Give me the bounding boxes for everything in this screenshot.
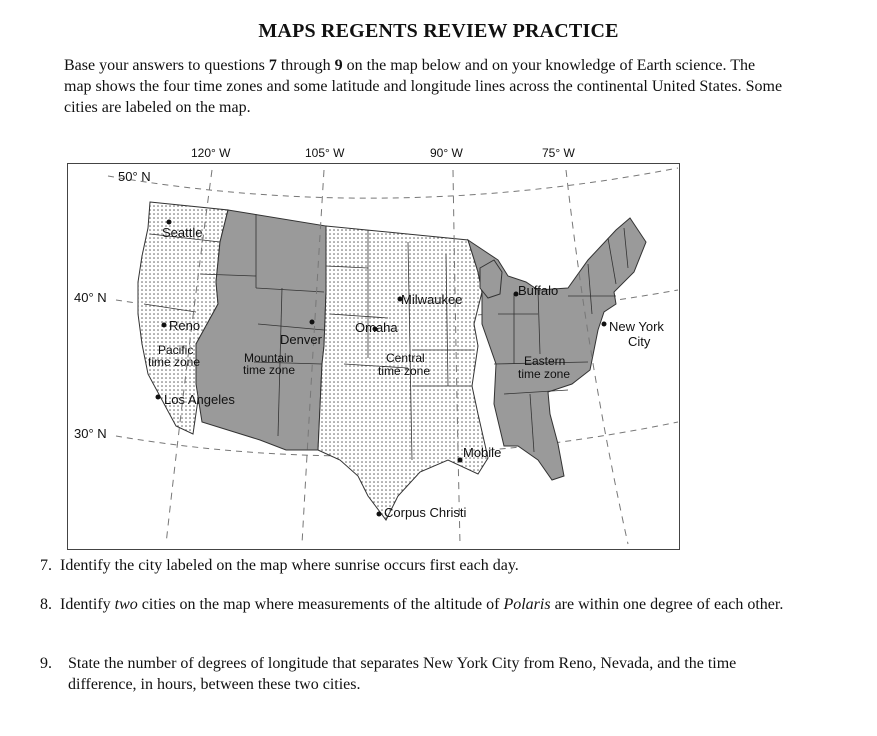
city-corpus-christi: Corpus Christi xyxy=(384,505,467,520)
city-seattle: Seattle xyxy=(162,225,203,240)
question-8-number: 8. xyxy=(40,596,52,613)
intro-text-3: on the map below and on your knowledge of Earth science. The map shows the four time zones and some latitude and longitude lines across the continental United States. Some cities are labeled on the map. xyxy=(64,57,783,116)
central-zone-label-2: time zone xyxy=(378,364,431,378)
question-9-text: State the number of degrees of longitude that separates New York City from Reno, Nevada, and the time difference, in hours, between these two cities. xyxy=(68,655,737,693)
question-7-number: 7. xyxy=(40,557,52,574)
longitude-label-75: 75° W xyxy=(542,146,575,160)
pacific-zone-label-2: time zone xyxy=(148,355,201,369)
mountain-zone-label-1: Mountain xyxy=(244,351,294,365)
city-reno: Reno xyxy=(169,318,201,333)
intro-q-end: 9 xyxy=(334,57,343,74)
latitude-label-30: 30° N xyxy=(74,426,107,441)
longitude-label-120: 120° W xyxy=(191,146,231,160)
longitude-label-90: 90° W xyxy=(430,146,463,160)
city-new-york-line1: New York xyxy=(609,319,664,334)
latitude-label-40: 40° N xyxy=(74,290,107,305)
question-9-number: 9. xyxy=(40,655,52,672)
city-new-york-line2: City xyxy=(628,334,651,349)
eastern-zone xyxy=(468,218,646,480)
intro-paragraph xyxy=(64,55,784,118)
question-8-text-c: are within one degree of each other. xyxy=(550,596,784,613)
city-milwaukee: Milwaukee xyxy=(401,292,463,307)
longitude-label-105: 105° W xyxy=(305,146,345,160)
intro-q-start: 7 xyxy=(268,57,277,74)
page-title: MAPS REGENTS REVIEW PRACTICE xyxy=(258,20,619,42)
latitude-line-50 xyxy=(108,168,678,198)
intro-text-1: Base your answers to questions xyxy=(64,57,269,74)
eastern-zone-label-2: time zone xyxy=(518,367,571,381)
eastern-zone-label-1: Eastern xyxy=(524,354,566,368)
city-buffalo: Buffalo xyxy=(518,283,559,298)
us-time-zone-map xyxy=(67,163,680,550)
city-los-angeles: Los Angeles xyxy=(164,392,235,407)
central-zone-label-1: Central xyxy=(386,351,425,365)
map-svg xyxy=(68,164,681,551)
question-8-emphasis-polaris: Polaris xyxy=(503,596,551,613)
city-denver: Denver xyxy=(280,332,322,347)
city-omaha: Omaha xyxy=(355,320,398,335)
question-8-text-b: cities on the map where measurements of the altitude of xyxy=(137,596,504,613)
city-mobile: Mobile xyxy=(463,445,502,460)
pacific-zone-label-1: Pacific xyxy=(158,343,194,357)
question-8-emphasis-two: two xyxy=(114,596,138,613)
mountain-zone-label-2: time zone xyxy=(243,363,296,377)
question-8-text-a: Identify xyxy=(60,596,115,613)
question-7-text: Identify the city labeled on the map where sunrise occurs first each day. xyxy=(60,557,519,574)
intro-text-2: through xyxy=(276,57,335,74)
latitude-label-50: 50° N xyxy=(118,169,151,184)
question-8-text xyxy=(60,594,800,615)
